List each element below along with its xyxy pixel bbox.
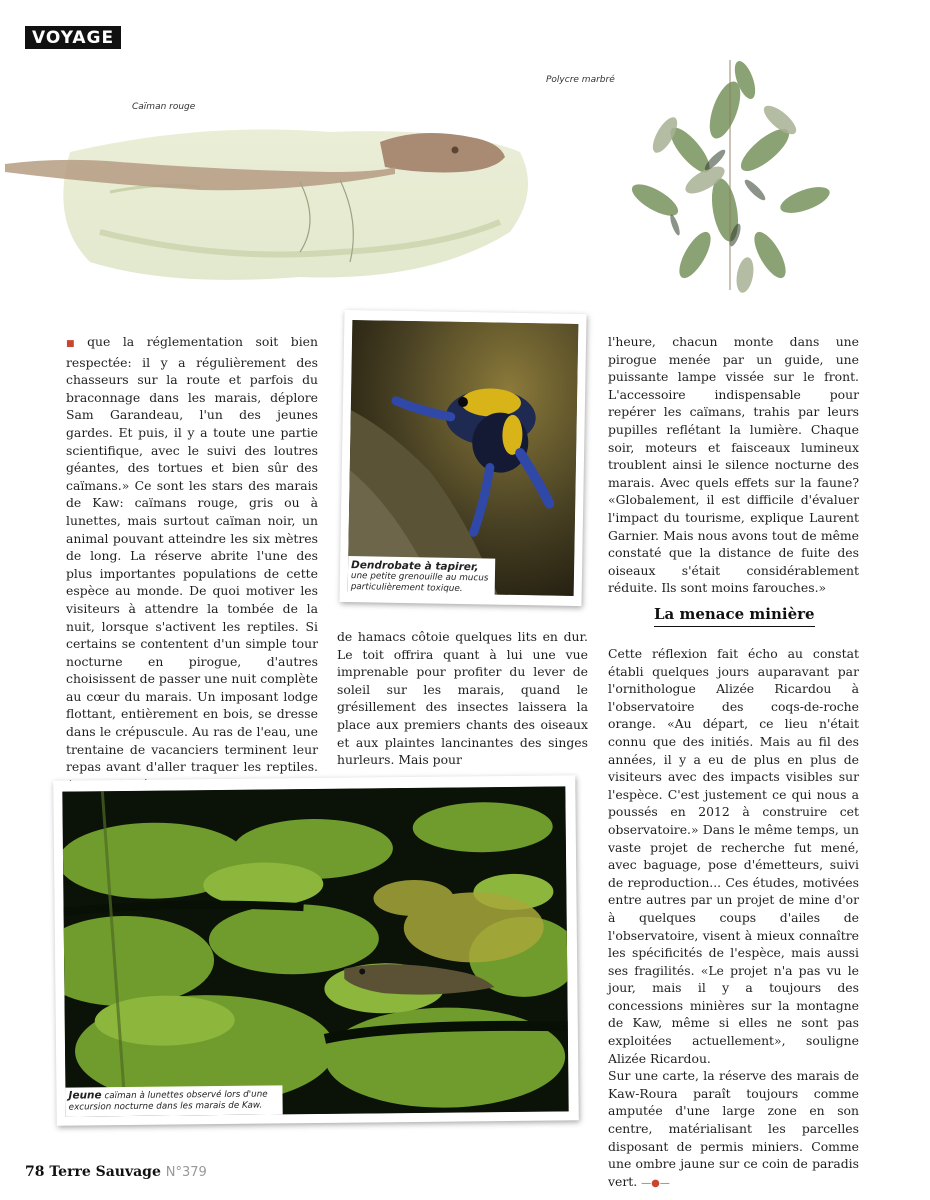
- frog-photo-frame: [339, 310, 586, 606]
- article-column-1: [66, 333, 318, 793]
- article-column-3: [608, 333, 859, 597]
- caiman-label: Caïman rouge: [132, 102, 196, 112]
- polycre-illustration: [595, 40, 870, 305]
- page-footer: [25, 1164, 207, 1180]
- article-column-2: [337, 628, 588, 769]
- page-number: 78: [25, 1164, 45, 1180]
- lily-caption-title: Jeune: [68, 1089, 102, 1102]
- lily-caption-text: caïman à lunettes observé lors d'une excursion nocturne dans les marais de Kaw.: [68, 1089, 268, 1113]
- issue-number: N°379: [165, 1165, 207, 1180]
- lily-caption-box: [65, 1085, 282, 1116]
- frog-caption-title: Dendrobate à tapirer,: [351, 559, 479, 574]
- column-3-text-c: Sur une carte, la réserve des marais de Kaw-Roura paraît toujours comme amputée d'une large zone en son centre, matérialisant les parcelles disposant de permis miniers. Comme une ombre jaune sur ce coin de paradis vert.: [608, 1068, 859, 1189]
- frog-caption-box: [348, 556, 496, 599]
- polycre-label: Polycre marbré: [546, 75, 615, 85]
- column-2-text: de hamacs côtoie quelques lits en dur. Le toit offrira quant à lui une vue imprenable pour profiter du lever de soleil sur les marais, quand le grésillement des insectes laissera la place aux premiers chants des oiseaux et aux plaintes lancinantes des singes hurleurs. Mais pour: [337, 629, 588, 768]
- article-column-3b: [608, 645, 859, 1192]
- column-3-text-a: l'heure, chacun monte dans une pirogue menée par un guide, une puissante lampe vissée sur le front. L'accessoire indispensable pour repérer les caïmans, trahis par leurs pupilles reflétant la lumière. Chaque soir, moteurs et faisceaux lumineux troublent ainsi le silence nocturne des marais. Avec quels effets sur la faune? «Globalement, il est difficile d'évaluer l'impact du tourisme, explique Laurent Garnier. Mais nous avons tout de même constaté que la distance de fuite des oiseaux s'était considérablement réduite. Ils sont moins farouches.»: [608, 334, 859, 596]
- frog-photo: [348, 320, 579, 596]
- frog-caption-text: une petite grenouille au mucus particulièrement toxique.: [350, 571, 489, 595]
- column-1-text: que la réglementation soit bien respectée: il y a régulièrement des chasseurs sur la route et parfois du braconnage dans les marais, déplore Sam Garandeau, l'un des jeunes gardes. Et puis, il y a toute une partie scientifique, avec le suivi des loutres géantes, des tortues et bien sûr des caïmans.» Ce sont les stars des marais de Kaw: caïmans rouge, gris ou à lunettes, mais surtout caïman noir, un animal pouvant atteindre les six mètres de long. La réserve abrite l'une des plus importantes populations de cette espèce au monde. De quoi motiver les visiteurs à attendre la tombée de la nuit, lorsque s'activent les reptiles. Si certains se contentent d'un simple tour nocturne en pirogue, d'autres choisissent de passer une nuit complète au cœur du marais. Un imposant lodge flottant, entièrement en bois, se dresse dans le crépuscule. Au ras de l'eau, une trentaine de vacanciers terminent leur repas avant d'aller traquer les reptiles.: [66, 334, 318, 775]
- caiman-illustration: [0, 112, 540, 292]
- column-3-text-b: Cette réflexion fait écho au constat établi quelques jours auparavant par l'ornithologue Alizée Ricardou à l'observatoire des coqs-de-roche orange. «Au départ, ce lieu n'était connu que des initiés. Mais au fil des années, il y a eu de plus en plus de visiteurs avec des impacts visibles sur l'espèce. C'est justement ce qui nous a poussés en 2012 à construire cet observatoire.» Dans le même temps, un vaste projet de recherche fut mené, avec baguage, pose d'émetteurs, suivi de reproduction... Ces études, motivées entre autres par un projet de mine d'or à quelques coups d'ailes de l'observatoire, visent à mieux connaître les spécificités de l'espèce, mais aussi ses fragilités. «Le projet n'a pas vu le jour, mais il y a toujours des concessions minières sur la montagne de Kaw, même si elles ne sont pas exploitées actuellement», souligne Alizée Ricardou.: [608, 646, 859, 1066]
- lily-photo-frame: [53, 775, 579, 1125]
- section-tag: VOYAGE: [25, 26, 121, 49]
- end-mark-icon: —●—: [641, 1177, 670, 1189]
- magazine-name: Terre Sauvage: [49, 1164, 161, 1180]
- section-heading: La menace minière: [654, 605, 815, 627]
- continuation-arrow-icon: ■: [66, 339, 84, 349]
- lily-photo: [62, 786, 568, 1116]
